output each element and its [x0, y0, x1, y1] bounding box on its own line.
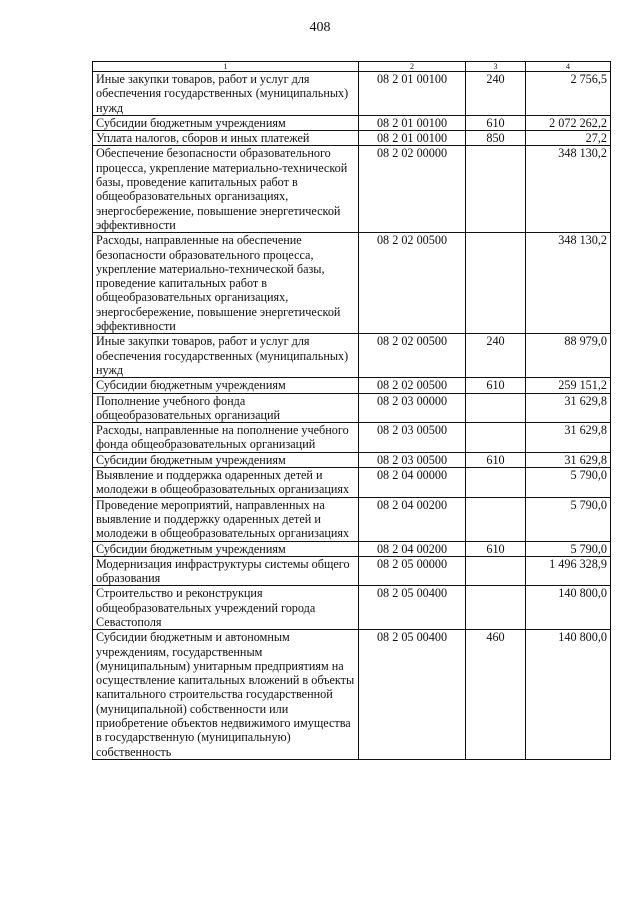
- expense-type: [466, 393, 526, 423]
- item-amount: 88 979,0: [526, 334, 611, 378]
- item-amount: 2 072 262,2: [526, 115, 611, 130]
- item-name: Расходы, направленные на обеспечение безопасности образовательного процесса, укрепление материально-технической базы, проведение капитальных работ в общеобразовательных организациях, энергосбережение, повышение энергетической эффективности: [93, 233, 359, 334]
- item-amount: 348 130,2: [526, 233, 611, 334]
- item-code: 08 2 02 00000: [359, 146, 466, 233]
- budget-table: [92, 61, 611, 760]
- table-row: [93, 452, 611, 467]
- expense-type: [466, 497, 526, 541]
- item-amount: 5 790,0: [526, 541, 611, 556]
- item-amount: 27,2: [526, 131, 611, 146]
- header-col-3: 3: [466, 62, 526, 72]
- table-row: [93, 378, 611, 393]
- page-number: 408: [309, 20, 331, 35]
- item-name: Субсидии бюджетным учреждениям: [93, 541, 359, 556]
- item-amount: 348 130,2: [526, 146, 611, 233]
- table-row: [93, 630, 611, 760]
- item-code: 08 2 02 00500: [359, 334, 466, 378]
- expense-type: [466, 233, 526, 334]
- table-row: [93, 233, 611, 334]
- item-code: 08 2 02 00500: [359, 378, 466, 393]
- item-name: Уплата налогов, сборов и иных платежей: [93, 131, 359, 146]
- header-col-1: 1: [93, 62, 359, 72]
- item-code: 08 2 04 00200: [359, 497, 466, 541]
- table-row: [93, 586, 611, 630]
- table-row: [93, 556, 611, 586]
- item-amount: 259 151,2: [526, 378, 611, 393]
- item-name: Иные закупки товаров, работ и услуг для обеспечения государственных (муниципальных) нужд: [93, 334, 359, 378]
- item-amount: 140 800,0: [526, 586, 611, 630]
- table-row: [93, 334, 611, 378]
- item-code: 08 2 03 00000: [359, 393, 466, 423]
- item-code: 08 2 03 00500: [359, 452, 466, 467]
- table-row: [93, 468, 611, 498]
- item-name: Субсидии бюджетным учреждениям: [93, 452, 359, 467]
- expense-type: [466, 468, 526, 498]
- item-amount: 31 629,8: [526, 393, 611, 423]
- item-code: 08 2 02 00500: [359, 233, 466, 334]
- expense-type: 610: [466, 541, 526, 556]
- item-code: 08 2 05 00400: [359, 586, 466, 630]
- expense-type: 460: [466, 630, 526, 760]
- item-code: 08 2 01 00100: [359, 131, 466, 146]
- expense-type: 240: [466, 72, 526, 116]
- item-name: Субсидии бюджетным учреждениям: [93, 378, 359, 393]
- item-name: Иные закупки товаров, работ и услуг для обеспечения государственных (муниципальных) нужд: [93, 72, 359, 116]
- item-code: 08 2 05 00400: [359, 630, 466, 760]
- item-code: 08 2 01 00100: [359, 72, 466, 116]
- item-code: 08 2 04 00000: [359, 468, 466, 498]
- item-name: Строительство и реконструкция общеобразовательных учреждений города Севастополя: [93, 586, 359, 630]
- item-code: 08 2 05 00000: [359, 556, 466, 586]
- header-col-2: 2: [359, 62, 466, 72]
- item-amount: 31 629,8: [526, 452, 611, 467]
- table-row: [93, 72, 611, 116]
- item-name: Субсидии бюджетным и автономным учреждениям, государственным (муниципальным) унитарным предприятиям на осуществление капитальных вложений в объекты капитального строительства государственной (муниципальной) собственности или приобретение объектов недвижимого имущества в государственную (муниципальную) собственность: [93, 630, 359, 760]
- item-name: Модернизация инфраструктуры системы общего образования: [93, 556, 359, 586]
- item-code: 08 2 03 00500: [359, 423, 466, 453]
- item-name: Субсидии бюджетным учреждениям: [93, 115, 359, 130]
- header-col-4: 4: [526, 62, 611, 72]
- item-amount: 5 790,0: [526, 497, 611, 541]
- item-amount: 5 790,0: [526, 468, 611, 498]
- item-name: Пополнение учебного фонда общеобразовательных организаций: [93, 393, 359, 423]
- table-row: [93, 115, 611, 130]
- item-amount: 31 629,8: [526, 423, 611, 453]
- item-amount: 1 496 328,9: [526, 556, 611, 586]
- table-row: [93, 541, 611, 556]
- table-row: [93, 497, 611, 541]
- expense-type: [466, 146, 526, 233]
- expense-type: 610: [466, 115, 526, 130]
- item-name: Выявление и поддержка одаренных детей и молодежи в общеобразовательных организациях: [93, 468, 359, 498]
- expense-type: 850: [466, 131, 526, 146]
- item-name: Расходы, направленные на пополнение учебного фонда общеобразовательных организаций: [93, 423, 359, 453]
- expense-type: [466, 556, 526, 586]
- item-name: Проведение мероприятий, направленных на выявление и поддержку одаренных детей и молодежи в общеобразовательных организациях: [93, 497, 359, 541]
- expense-type: 610: [466, 452, 526, 467]
- table-row: [93, 131, 611, 146]
- table-row: [93, 393, 611, 423]
- header-row: [93, 62, 611, 72]
- item-amount: 2 756,5: [526, 72, 611, 116]
- item-name: Обеспечение безопасности образовательного процесса, укрепление материально-технической базы, проведение капитальных работ в общеобразовательных организациях, энергосбережение, повышение энергетической эффективности: [93, 146, 359, 233]
- table-row: [93, 423, 611, 453]
- item-amount: 140 800,0: [526, 630, 611, 760]
- expense-type: [466, 586, 526, 630]
- item-code: 08 2 01 00100: [359, 115, 466, 130]
- table-row: [93, 146, 611, 233]
- expense-type: [466, 423, 526, 453]
- item-code: 08 2 04 00200: [359, 541, 466, 556]
- expense-type: 240: [466, 334, 526, 378]
- expense-type: 610: [466, 378, 526, 393]
